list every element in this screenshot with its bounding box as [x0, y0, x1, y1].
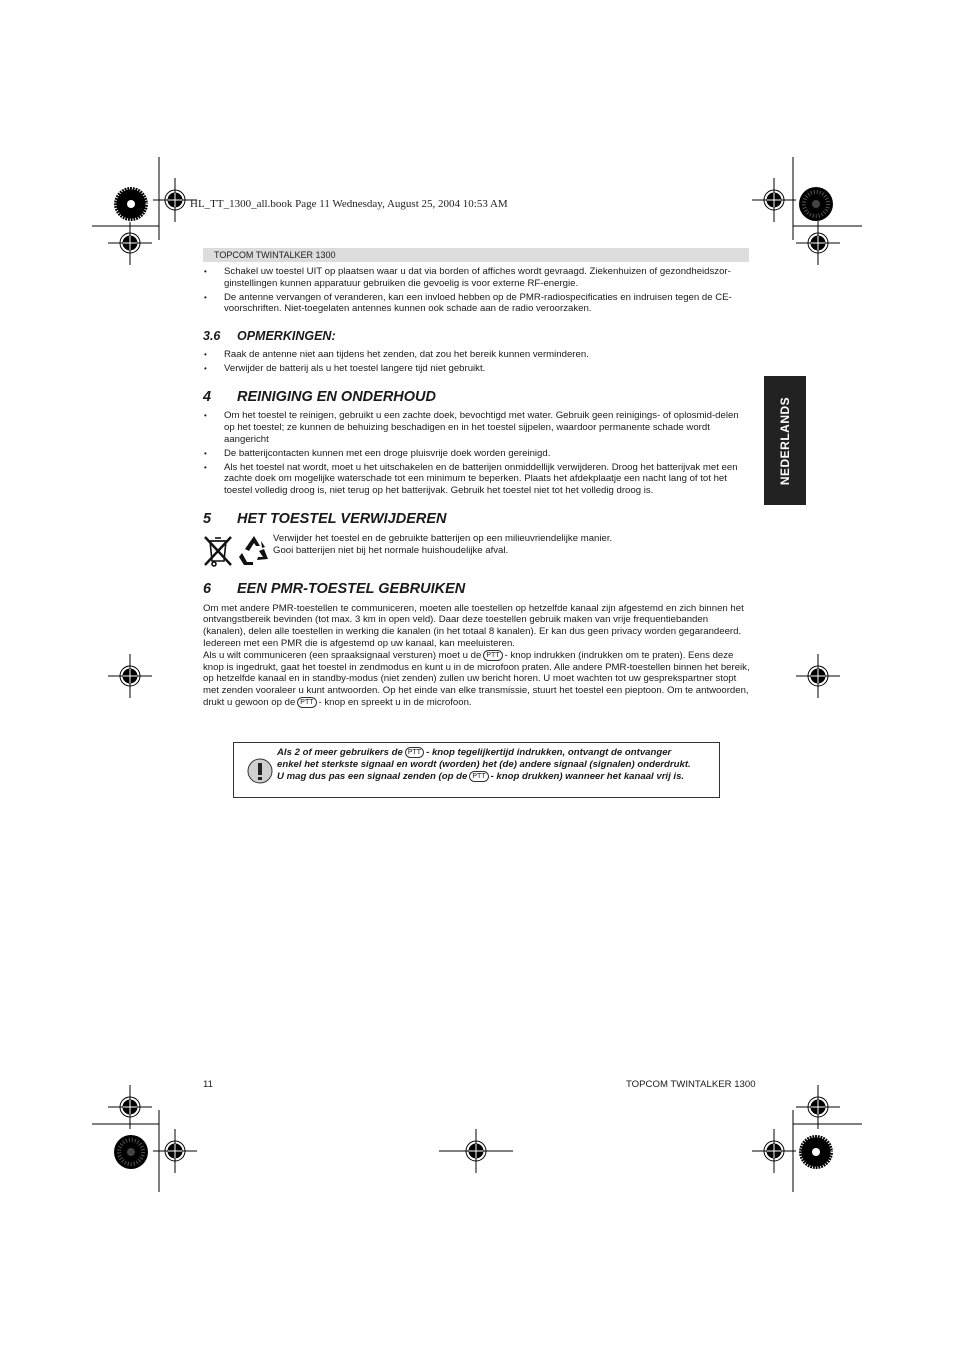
main-content	[203, 266, 751, 709]
ptt-button-icon: PTT	[405, 747, 424, 758]
ptt-button-icon: PTT	[469, 771, 488, 782]
section-heading-6	[203, 580, 751, 597]
list-item: • Om het toestel te reinigen, gebruikt u een zachte doek, bevochtigd met water. Gebruik geen reinigings- of oplosmid-delen op het toestel; ze kunnen de behuizing beschadigen en in het toestel sijpelen, waardoor permanente schade wordt aangericht	[203, 410, 751, 445]
disposal-line: Gooi batterijen niet bij het normale huishoudelijke afval.	[273, 544, 509, 556]
intro-bullet-list	[203, 266, 751, 315]
disposal-icons	[203, 533, 273, 567]
list-item: • De batterijcontacten kunnen met een droge pluisvrije doek worden gereinigd.	[203, 448, 751, 460]
crosshair-icon	[796, 654, 840, 698]
section-number: 5	[203, 510, 212, 527]
section-title: REINIGING EN ONDERHOUD	[237, 388, 436, 405]
note-text-part: - knop tegelijkertijd indrukken, ontvangt de ontvanger enkel het sterkste signaal en wordt (worden) het (de) andere signaal (signalen) onderdrukt. U mag dus pas een signaal zenden (op de	[277, 747, 691, 783]
paragraph-text: - knop en spreekt u in de microfoon.	[318, 696, 472, 708]
note-box	[233, 742, 720, 798]
list-item: • Verwijder de batterij als u het toestel langere tijd niet gebruikt.	[203, 363, 751, 375]
section-title: OPMERKINGEN:	[237, 329, 336, 344]
paragraph-text: Om met andere PMR-toestellen te communiceren, moeten alle toestellen op hetzelfde kanaal zijn afgestemd en zich binnen het ontvangstbereik bevinden (tot max. 3 km in open veld). Daar deze toestellen gebruik maken van vrije frequentiebanden (kanalen), delen alle toestellen in werking die kanalen (in het totaal 8 kanalen). Er kan dus geen privacy worden gegarandeerd. Iedereen met een PMR die is afgestemd op uw kanaal, kan meeluisteren.	[203, 602, 744, 649]
section-number: 3.6	[203, 329, 221, 344]
language-tab-label: NEDERLANDS	[778, 396, 792, 485]
crosshair-icon	[752, 1129, 796, 1173]
registration-wheel-icon	[113, 1134, 149, 1170]
recycle-icon	[237, 533, 271, 567]
section-heading-5	[203, 510, 751, 527]
crossed-bin-icon	[203, 533, 233, 567]
warning-hand-icon	[247, 757, 273, 785]
ptt-button-icon: PTT	[483, 650, 502, 661]
disposal-text	[273, 533, 612, 567]
paragraph-text: - knop indrukken (indrukken om te praten). Eens deze knop is ingedrukt, gaat het toestel in zendmodus en kunt u in de microfoon praten. Alle andere PMR-toestellen binnen het bereik, op hetzelfde kanaal en in standby-modus (niet zenden) zullen uw bericht horen. U moet wachten tot uw gesprekspartner stopt met zenden vooraleer u kunt antwoorden. Op het einde van elke transmissie, stuurt het toestel een pieptoon. Om te antwoorden, drukt u gewoon op de	[203, 649, 750, 708]
note-text-part: Als 2 of meer gebruikers de	[277, 747, 403, 759]
section-heading-3-6	[203, 331, 751, 343]
crosshair-icon	[752, 178, 796, 222]
ptt-button-icon: PTT	[297, 697, 316, 708]
running-header: TOPCOM TWINTALKER 1300	[203, 248, 749, 262]
section-title: EEN PMR-TOESTEL GEBRUIKEN	[237, 580, 466, 597]
registration-wheel-icon	[113, 186, 149, 222]
disposal-line: Verwijder het toestel en de gebruikte batterijen op een milieuvriendelijke manier.	[273, 532, 613, 544]
bullet-list	[203, 410, 751, 497]
list-item: • Raak de antenne niet aan tijdens het zenden, dat zou het bereik kunnen verminderen.	[203, 349, 751, 361]
list-item: • Als het toestel nat wordt, moet u het uitschakelen en de batterijen onmiddellijk verwijderen. Droog het batterijvak met een zachte doek om mogelijke waterschade tot een minimum te beperken. Plaats het afdekplaatje een nacht lang of tot het toestel volledig droog is, niet terug op het batterijvak. Gebruik het toestel niet tot het volledig droog is.	[203, 462, 751, 497]
section-number: 4	[203, 388, 212, 405]
crosshair-icon	[108, 654, 152, 698]
note-text-part: - knop drukken) wanneer het kanaal vrij is.	[490, 771, 685, 783]
list-item: • Schakel uw toestel UIT op plaatsen waar u dat via borden of affiches wordt gevraagd. Ziekenhuizen of gezondheidszor-ginstellingen kunnen apparatuur gebruiken die gevoelig is voor externe RF-energie.	[203, 266, 751, 290]
book-file-info: HL_TT_1300_all.book Page 11 Wednesday, August 25, 2004 10:53 AM	[190, 198, 508, 210]
language-tab	[764, 376, 806, 505]
list-item: • De antenne vervangen of veranderen, kan een invloed hebben op de PMR-radiospecificaties en indruisen tegen de CE-voorschriften. Niet-toegelaten antennes kunnen ook schade aan de radio veroorzaken.	[203, 292, 751, 316]
section-number: 6	[203, 580, 212, 597]
crosshair-icon	[108, 221, 152, 265]
section-title: HET TOESTEL VERWIJDEREN	[237, 510, 447, 527]
section-heading-4	[203, 388, 751, 405]
running-footer: TOPCOM TWINTALKER 1300	[626, 1079, 756, 1090]
paragraph-text: Als u wilt communiceren (een spraaksignaal versturen) moet u de	[203, 649, 482, 661]
crosshair-icon	[796, 1085, 840, 1129]
crosshair-icon	[153, 1129, 197, 1173]
crosshair-icon	[439, 1129, 513, 1173]
paragraph	[203, 603, 751, 709]
note-text	[277, 747, 697, 783]
registration-wheel-icon	[798, 1134, 834, 1170]
crosshair-icon	[108, 1085, 152, 1129]
registration-wheel-icon	[798, 186, 834, 222]
disposal-block	[203, 533, 751, 567]
bullet-list	[203, 349, 751, 375]
crosshair-icon	[796, 221, 840, 265]
page-number: 11	[203, 1079, 213, 1090]
